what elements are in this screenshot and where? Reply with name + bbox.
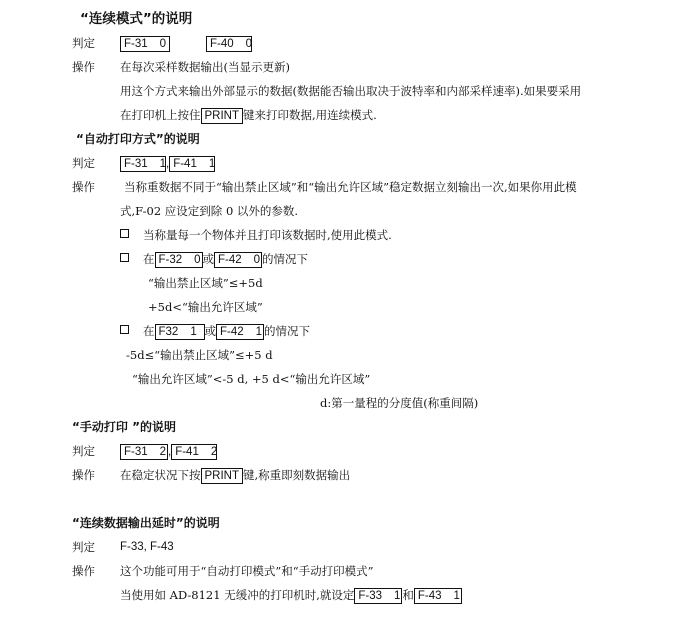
- operation-text-line: 在每次采样数据输出(当显示更新): [120, 60, 290, 74]
- judge-value: F-33, F-43: [120, 541, 174, 553]
- text-segment: 和: [402, 588, 414, 602]
- text-segment: 在: [143, 324, 155, 338]
- separator: ,: [166, 158, 170, 170]
- text-segment: 键来打印数据,用连续模式.: [243, 108, 377, 122]
- operation-text-line: [120, 107, 377, 124]
- setting-box-f40-0: F-40 0: [206, 36, 252, 52]
- print-key-box: PRINT: [201, 108, 244, 124]
- footnote: d:第一量程的分度值(称重间隔): [320, 396, 479, 410]
- section-title-auto-print: “自动打印方式”的说明: [76, 132, 200, 146]
- judge-label: 判定: [72, 156, 95, 170]
- setting-box-f32-0: F-32 0: [155, 252, 203, 268]
- judge-settings-row: [120, 35, 170, 52]
- setting-box-f31-0: F-31 0: [120, 36, 170, 52]
- checkbox-square-icon: [120, 229, 129, 238]
- separator: ,: [168, 446, 172, 458]
- judge-label: 判定: [72, 540, 95, 554]
- judge-settings-row: [120, 443, 217, 460]
- setting-box-f33-1: F-33 1: [354, 588, 402, 604]
- setting-box-f32-1: F32 1: [155, 324, 205, 340]
- condition-line: “输出禁止区域”≤+5d: [148, 276, 263, 290]
- condition-line: “输出允许区域”<-5 d, +5 d<“输出允许区域”: [132, 372, 371, 386]
- section-title-manual-print: “手动打印 ”的说明: [72, 420, 176, 434]
- bullet-item: [120, 323, 310, 340]
- text-segment: 在: [143, 252, 155, 266]
- judge-settings-row: [120, 155, 215, 172]
- setting-box-f31-1: F-31 1: [120, 156, 166, 172]
- text-segment: 键,称重即刻数据输出: [243, 468, 351, 482]
- setting-box-f41-2: F-41 2: [171, 444, 217, 460]
- print-key-box: PRINT: [201, 468, 244, 484]
- text-segment: 或: [202, 252, 214, 266]
- text-segment: 在打印机上按住: [120, 108, 201, 122]
- section-title-output-delay: “连续数据输出延时”的说明: [72, 516, 220, 530]
- text-segment: 当使用如 AD-8121 无缓冲的打印机时,就设定: [120, 588, 355, 602]
- operation-label: 操作: [72, 468, 95, 482]
- operation-label: 操作: [72, 60, 95, 74]
- bullet-item: [120, 251, 308, 268]
- judge-settings-row-b: [206, 35, 252, 52]
- setting-box-f42-1: F-42 1: [216, 324, 264, 340]
- judge-label: 判定: [72, 444, 95, 458]
- operation-label: 操作: [72, 564, 95, 578]
- setting-box-f31-2: F-31 2: [120, 444, 168, 460]
- judge-label: 判定: [72, 36, 95, 50]
- text-segment: 的情况下: [262, 252, 308, 266]
- setting-box-f41-1: F-41 1: [169, 156, 215, 172]
- bullet-text: 当称量每一个物体并且打印该数据时,使用此模式.: [143, 228, 392, 242]
- setting-box-f43-1: F-43 1: [414, 588, 462, 604]
- operation-text-line: 当称重数据不同于“输出禁止区域”和“输出允许区域”稳定数据立刻输出一次,如果你用此模: [124, 180, 577, 194]
- checkbox-square-icon: [120, 325, 129, 334]
- operation-text-line: [120, 467, 350, 484]
- text-segment: 在稳定状况下按: [120, 468, 201, 482]
- operation-text-line: [120, 587, 462, 604]
- operation-text-line: 这个功能可用于“自动打印模式”和“手动打印模式”: [120, 564, 374, 578]
- bullet-item: [120, 227, 392, 243]
- section-title-continuous-mode: “连续模式”的说明: [80, 11, 193, 27]
- operation-text-line: 用这个方式来输出外部显示的数据(数据能否输出取决于波特率和内部采样速率).如果要采用: [120, 84, 582, 98]
- checkbox-square-icon: [120, 253, 129, 262]
- condition-line: -5d≤“输出禁止区域”≤+5 d: [126, 348, 273, 362]
- operation-label: 操作: [72, 180, 95, 194]
- text-segment: 或: [204, 324, 216, 338]
- setting-box-f42-0: F-42 0: [214, 252, 262, 268]
- operation-text-line: 式,F-02 应设定到除 0 以外的参数.: [120, 204, 299, 218]
- text-segment: 的情况下: [264, 324, 310, 338]
- condition-line: +5d<“输出允许区域”: [148, 300, 263, 314]
